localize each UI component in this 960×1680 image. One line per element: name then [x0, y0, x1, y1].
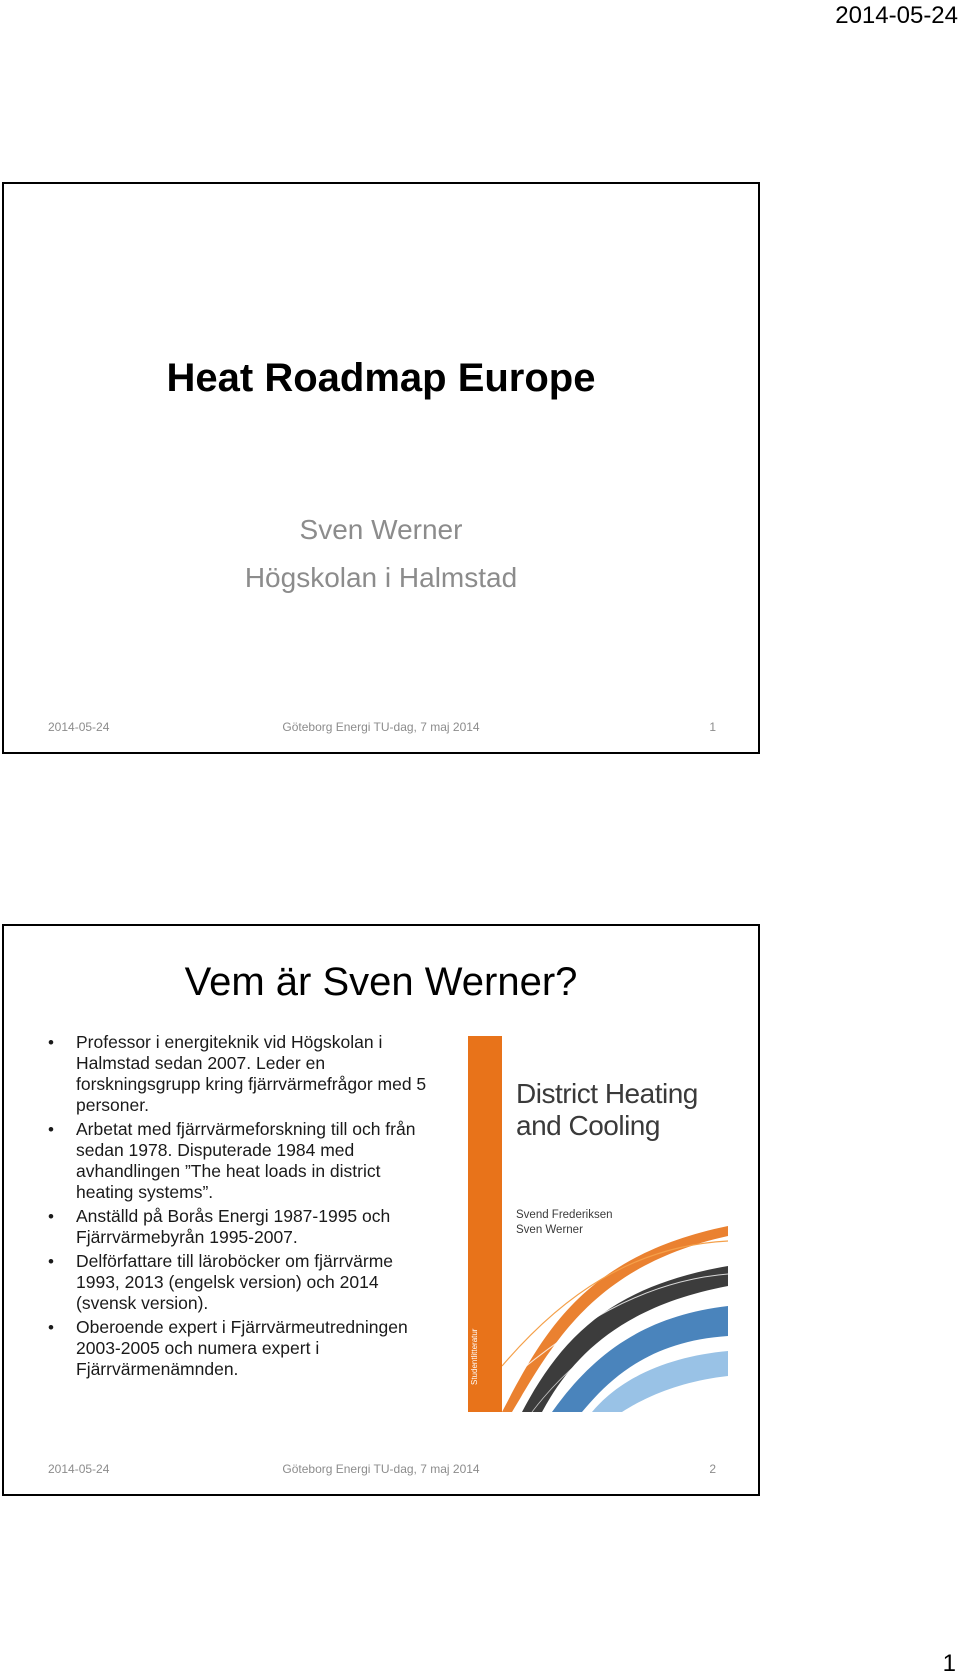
book-title-line-1: District Heating — [516, 1078, 698, 1109]
bullet-text: Professor i energiteknik vid Högskolan i Halmstad sedan 2007. Leder en forskningsgrupp kring fjärrvärmefrågor med 5 personer. — [76, 1032, 427, 1115]
bullet-item — [40, 1251, 440, 1314]
book-title-line-2: and Cooling — [516, 1110, 660, 1141]
bullet-item — [40, 1032, 440, 1116]
bullet-text: Anställd på Borås Energi 1987-1995 och Fjärrvärmebyrån 1995-2007. — [76, 1206, 391, 1247]
publisher-label: Studentlitteratur — [470, 1328, 479, 1386]
book-title — [516, 1078, 726, 1142]
bullet-item — [40, 1206, 440, 1248]
footer-date: 2014-05-24 — [48, 720, 110, 734]
book-author-1: Svend Frederiksen — [516, 1209, 613, 1221]
footer-date: 2014-05-24 — [48, 1462, 110, 1476]
page-date: 2014-05-24 — [835, 2, 958, 29]
bullet-dot-icon: • — [48, 1318, 54, 1337]
bullet-dot-icon: • — [48, 1252, 54, 1271]
bullet-dot-icon: • — [48, 1120, 54, 1139]
footer-slide-number: 1 — [709, 720, 716, 734]
slide-1-affiliation: Högskolan i Halmstad — [244, 562, 518, 593]
bullet-list — [40, 1032, 440, 1383]
book-cover-image — [468, 1036, 728, 1412]
footer-event: Göteborg Energi TU-dag, 7 maj 2014 — [282, 1462, 480, 1476]
book-author-2: Sven Werner — [516, 1224, 583, 1236]
bullet-text: Arbetat med fjärrvärmeforskning till och från sedan 1978. Disputerade 1984 med avhandlingen ”The heat loads in district heating systems”. — [76, 1119, 416, 1202]
slide-1 — [2, 182, 760, 754]
slide-2-title: Vem är Sven Werner? — [184, 960, 578, 1004]
bullet-dot-icon: • — [48, 1207, 54, 1226]
slide-1-author: Sven Werner — [299, 514, 463, 545]
footer-event: Göteborg Energi TU-dag, 7 maj 2014 — [282, 720, 480, 734]
bullet-item — [40, 1119, 440, 1203]
bullet-text: Oberoende expert i Fjärrvärmeutredningen 2003-2005 och numera expert i Fjärrvärmenämnden. — [76, 1317, 408, 1379]
book-authors — [516, 1208, 716, 1238]
book-spine — [468, 1036, 502, 1412]
footer-slide-number: 2 — [709, 1462, 716, 1476]
slide-1-title: Heat Roadmap Europe — [166, 356, 596, 400]
bullet-dot-icon: • — [48, 1033, 54, 1052]
bullet-text: Delförfattare till läroböcker om fjärrvärme 1993, 2013 (engelsk version) och 2014 (svensk version). — [76, 1251, 394, 1313]
page-number: 1 — [942, 1650, 956, 1677]
slide-2-footer — [4, 1462, 758, 1478]
slide-2 — [2, 924, 760, 1496]
bullet-item — [40, 1317, 440, 1380]
slide-1-footer — [4, 720, 758, 736]
